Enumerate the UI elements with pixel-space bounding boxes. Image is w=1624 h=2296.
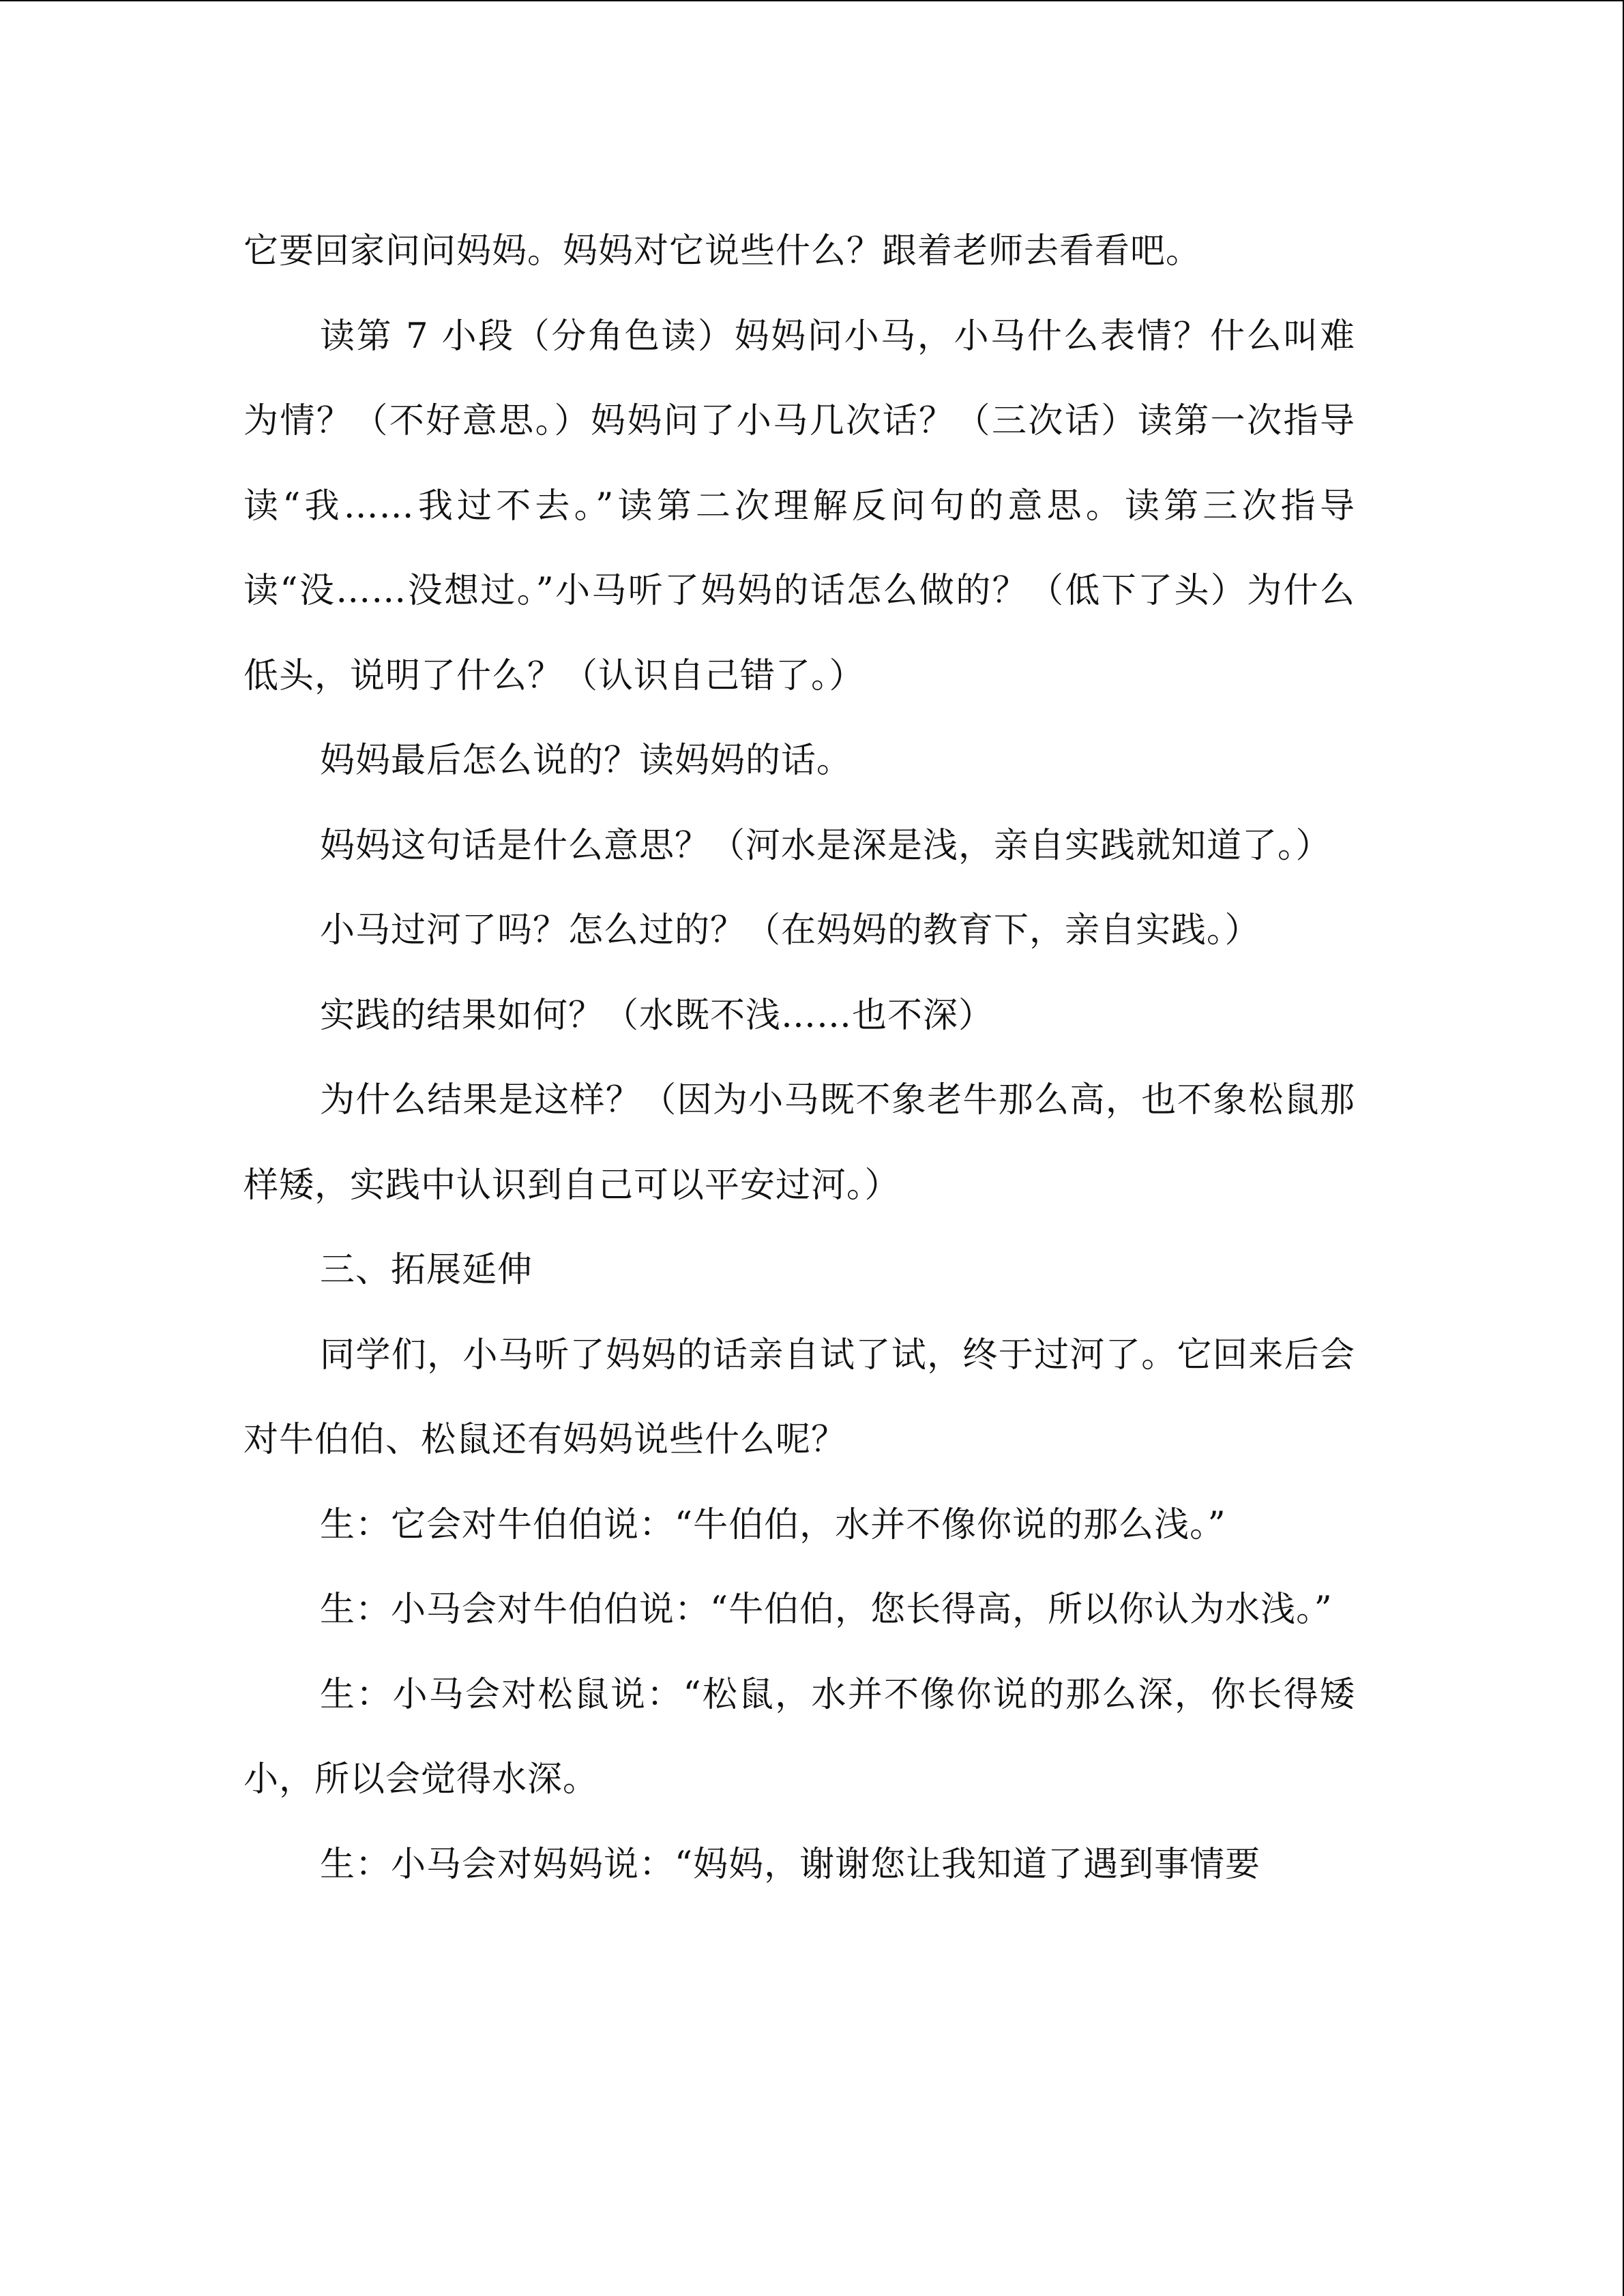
paragraph: 生：它会对牛伯伯说：“牛伯伯，水并不像你说的那么浅。” (320, 1504, 1226, 1545)
paragraph: 实践的结果如何？（水既不浅……也不深） (320, 995, 994, 1036)
paragraph: 小马过河了吗？怎么过的？（在妈妈的教育下，亲自实践。） (320, 910, 1260, 951)
paragraph: 妈妈这句话是什么意思？（河水是深是浅，亲自实践就知道了。） (320, 825, 1331, 866)
paragraph: 为什么结果是这样？（因为小马既不象老牛那么高，也不象松鼠那样矮，实践中认识到自己可以平安过河。） (243, 1080, 1355, 1206)
paragraph: 同学们，小马听了妈妈的话亲自试了试，终于过河了。它回来后会对牛伯伯、松鼠还有妈妈说些什么呢？ (243, 1335, 1355, 1460)
paragraph: 读第 7 小段（分角色读）妈妈问小马，小马什么表情？什么叫难为情？（不好意思。）妈妈问了小马几次话？（三次话）读第一次指导读“我……我过不去。”读第二次理解反问句的意思。读第三次指导读“没……没想过。”小马听了妈妈的话怎么做的？（低下了头）为什么低头，说明了什么？（认识自己错了。） (243, 316, 1355, 696)
paragraph: 生：小马会对妈妈说：“妈妈，谢谢您让我知道了遇到事情要 (320, 1844, 1261, 1885)
section-heading: 三、拓展延伸 (320, 1250, 533, 1290)
document-body (243, 209, 1355, 1907)
paragraph: 它要回家问问妈妈。妈妈对它说些什么？跟着老师去看看吧。 (243, 231, 1202, 271)
paragraph: 生：小马会对牛伯伯说：“牛伯伯，您长得高，所以你认为水浅。” (320, 1590, 1333, 1630)
paragraph: 妈妈最后怎么说的？读妈妈的话。 (320, 741, 853, 781)
paragraph: 生：小马会对松鼠说：“松鼠，水并不像你说的那么深，你长得矮小，所以会觉得水深。 (243, 1674, 1355, 1800)
